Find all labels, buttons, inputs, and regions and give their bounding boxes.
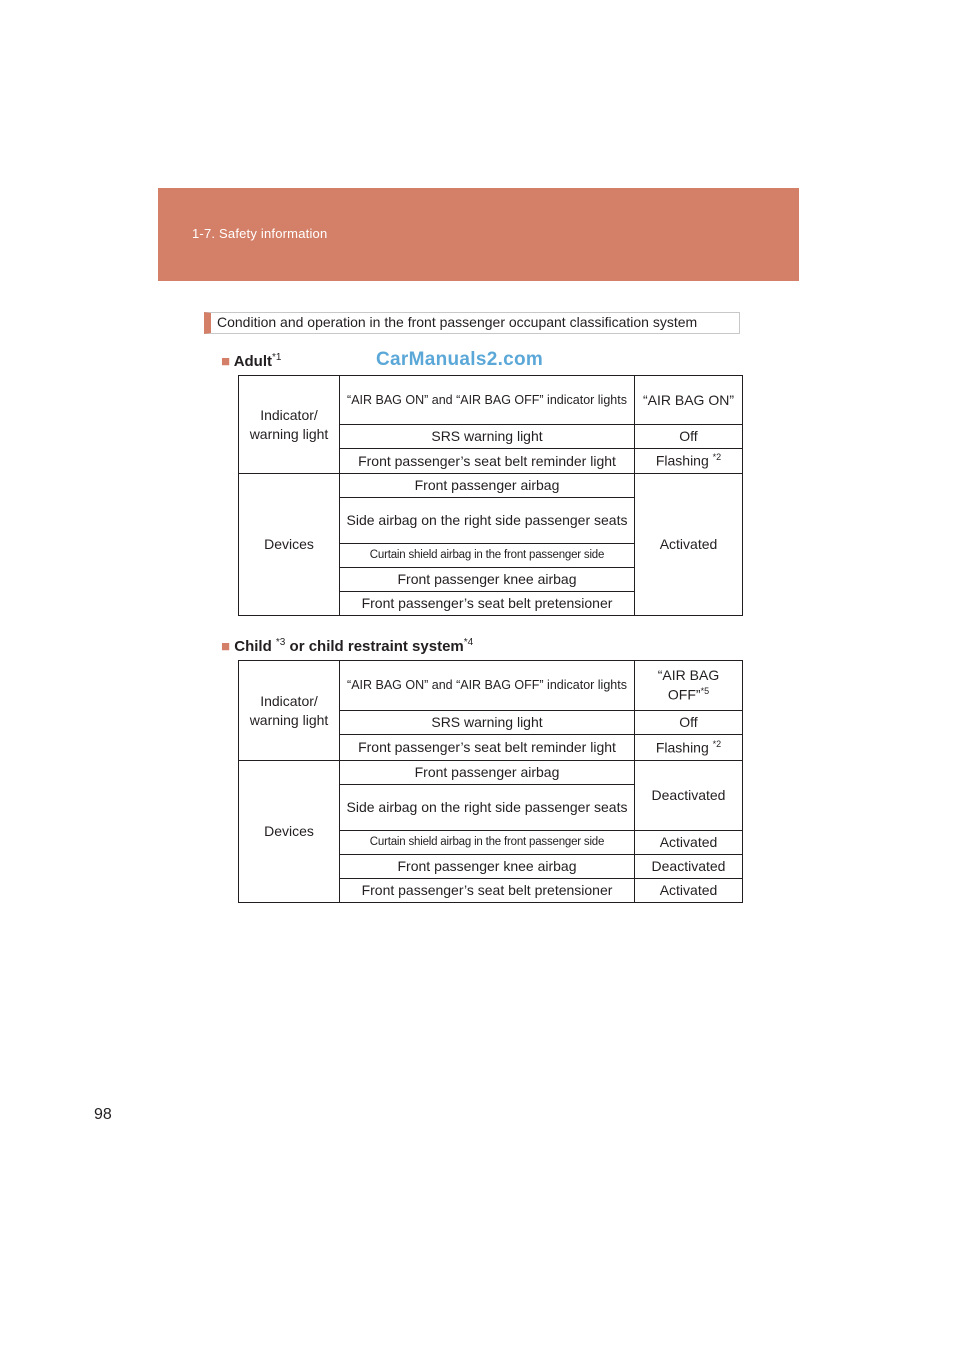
curtain-value-cell: Activated bbox=[635, 831, 743, 855]
belt-reminder-value-cell bbox=[635, 735, 743, 761]
airbag-indicator-value-cell: “AIR BAG ON” bbox=[635, 376, 743, 425]
belt-reminder-label-cell: Front passenger’s seat belt reminder light bbox=[340, 449, 635, 474]
knee-value-cell: Deactivated bbox=[635, 855, 743, 879]
condition-heading-text: Condition and operation in the front passenger occupant classification system bbox=[217, 314, 698, 330]
indicator-label-cell: Indicator/ warning light bbox=[239, 376, 340, 474]
belt-reminder-value-cell bbox=[635, 449, 743, 474]
pretensioner-label-cell: Front passenger’s seat belt pretensioner bbox=[340, 879, 635, 903]
side-airbag-label-cell: Side airbag on the right side passenger seats bbox=[340, 498, 635, 544]
adult-heading bbox=[221, 352, 281, 370]
curtain-airbag-label-cell: Curtain shield airbag in the front passenger side bbox=[340, 544, 635, 568]
table-row bbox=[239, 474, 743, 498]
airbag-indicator-value: “AIR BAG OFF” bbox=[657, 667, 720, 703]
airbag-indicator-value-cell bbox=[635, 661, 743, 711]
child-heading-text-rest: or child restraint system bbox=[289, 638, 464, 655]
devices-label-cell: Devices bbox=[239, 761, 340, 903]
condition-heading bbox=[204, 312, 740, 334]
footnote-ref: *3 bbox=[275, 637, 286, 648]
adult-table bbox=[238, 375, 743, 616]
indicator-label-cell: Indicator/ warning light bbox=[239, 661, 340, 761]
footnote-ref: *2 bbox=[712, 452, 722, 463]
table-row bbox=[239, 376, 743, 425]
table-row bbox=[239, 761, 743, 785]
srs-value-cell: Off bbox=[635, 711, 743, 735]
section-header-band bbox=[158, 188, 799, 281]
belt-reminder-label-cell: Front passenger’s seat belt reminder light bbox=[340, 735, 635, 761]
child-heading-text: Child bbox=[234, 638, 272, 655]
front-side-value-cell: Deactivated bbox=[635, 761, 743, 831]
devices-label-cell: Devices bbox=[239, 474, 340, 616]
belt-reminder-value: Flashing bbox=[655, 452, 709, 469]
footnote-ref: *5 bbox=[700, 686, 710, 697]
airbag-indicator-label-cell: “AIR BAG ON” and “AIR BAG OFF” indicator lights bbox=[340, 376, 635, 425]
pretensioner-value-cell: Activated bbox=[635, 879, 743, 903]
footnote-ref: *1 bbox=[272, 352, 282, 363]
devices-value-cell: Activated bbox=[635, 474, 743, 616]
front-airbag-label-cell: Front passenger airbag bbox=[340, 761, 635, 785]
square-bullet-icon: ■ bbox=[221, 353, 231, 370]
curtain-airbag-label-cell: Curtain shield airbag in the front passenger side bbox=[340, 831, 635, 855]
pretensioner-label-cell: Front passenger’s seat belt pretensioner bbox=[340, 592, 635, 616]
child-heading bbox=[221, 637, 473, 655]
airbag-indicator-label-cell: “AIR BAG ON” and “AIR BAG OFF” indicator lights bbox=[340, 661, 635, 711]
srs-label-cell: SRS warning light bbox=[340, 711, 635, 735]
section-label: 1-7. Safety information bbox=[192, 226, 328, 241]
footnote-ref: *2 bbox=[712, 738, 722, 749]
page-number: 98 bbox=[94, 1106, 112, 1123]
adult-heading-text: Adult bbox=[233, 353, 273, 370]
watermark: CarManuals2.com bbox=[376, 349, 544, 370]
square-bullet-icon: ■ bbox=[221, 638, 231, 655]
table-row bbox=[239, 661, 743, 711]
child-table bbox=[238, 660, 743, 903]
front-airbag-label-cell: Front passenger airbag bbox=[340, 474, 635, 498]
side-airbag-label-cell: Side airbag on the right side passenger seats bbox=[340, 785, 635, 831]
srs-label-cell: SRS warning light bbox=[340, 425, 635, 449]
belt-reminder-value: Flashing bbox=[655, 739, 709, 756]
srs-value-cell: Off bbox=[635, 425, 743, 449]
footnote-ref: *4 bbox=[463, 637, 474, 648]
knee-airbag-label-cell: Front passenger knee airbag bbox=[340, 568, 635, 592]
knee-airbag-label-cell: Front passenger knee airbag bbox=[340, 855, 635, 879]
